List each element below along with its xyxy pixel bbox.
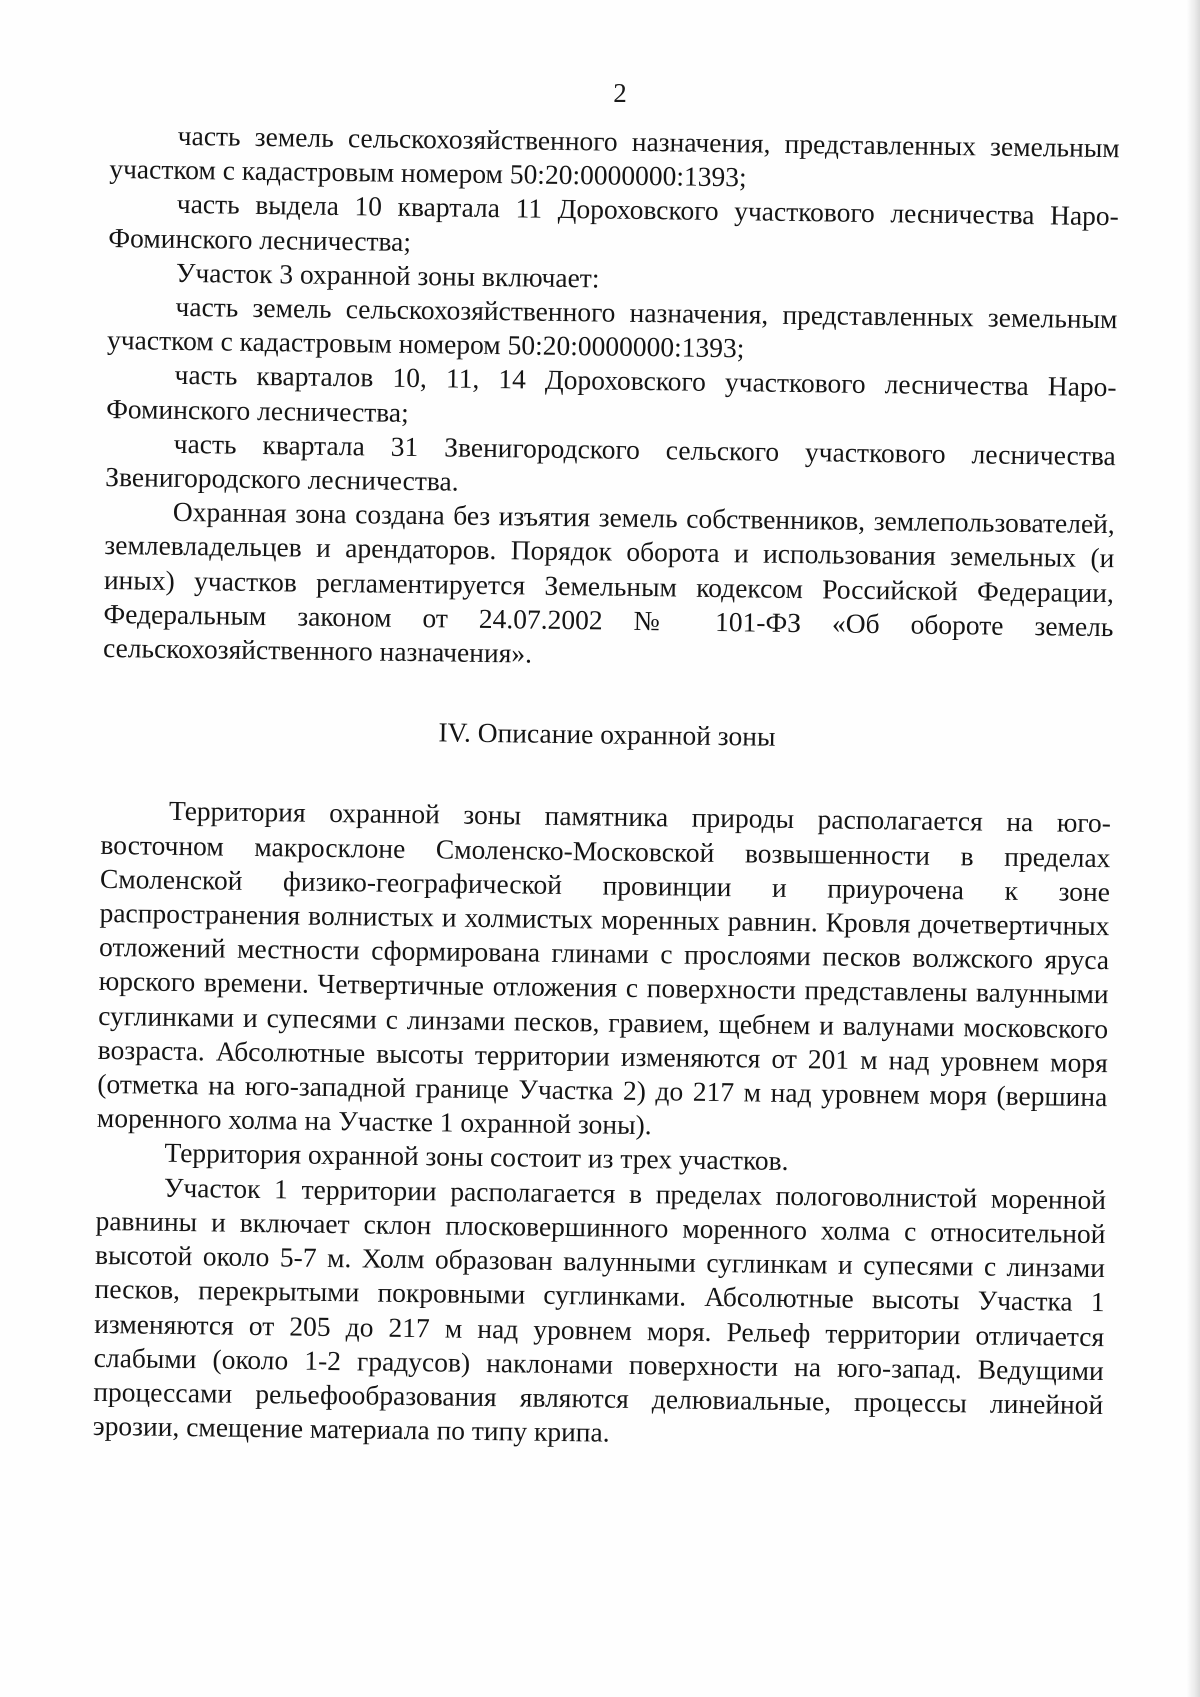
paragraph: Охранная зона создана без изъятия земель собственников, землепользователей, землевладельцев и арендаторов. Порядок оборота и использования земельных (и иных) участков регламентируется Земельным кодексом Российской Федерации, Федеральным законом от 24.07.2002 № 101-ФЗ «Об обороте земель сельскохозяйственного назначения». [102, 496, 1115, 669]
paragraph: часть кварталов 10, 11, 14 Дороховского участкового лесничества Наро-Фоминского лесничества; [105, 359, 1117, 428]
document-body [93, 118, 1120, 1456]
paragraph: часть квартала 31 Звенигородского сельского участкового лесничества Звенигородского лесничества. [105, 427, 1116, 497]
paragraph: часть выдела 10 квартала 11 Дороховского участкового лесничества Наро-Фоминского лесничества; [108, 188, 1120, 257]
paragraph: Участок 1 территории располагается в пределах пологоволнистой моренной равнины и включает склон плосковершинного моренного холма с относительной высотой около 5-7 м. Холм образован валунными суглинкам и супесями с линзами песков, перекрытыми покровными суглинками. Абсолютные высоты Участка 1 изменяются от 205 до 217 м над уровнем моря. Рельеф территории отличается слабыми (около 1-2 градусов) наклонами поверхности на юго-запад. Ведущими процессами рельефообразования являются делювиальные, процессы линейной эрозии, смещение материала по типу крипа. [92, 1171, 1107, 1448]
paragraph: Территория охранной зоны памятника природы располагается на юго-восточном макросклоне Смоленско-Московской возвышенности в пределах Смоленской физико-географической провинции и приурочена к зоне распространения волнистых и холмистых моренных равнин. Кровля дочетвертичных отложений местности сформирована глинами с прослоями песков волжского яруса юрского времени. Четвертичные отложения с поверхности представлены валунными суглинками и супесями с линзами песков, гравием, щебнем и валунами московского возраста. Абсолютные высоты территории изменяются от 201 м над уровнем моря (отметка на юго-западной границе Участка 2) до 217 м над уровнем моря (вершина моренного холма на Участке 1 охранной зоны). [96, 795, 1112, 1141]
paragraph: часть земель сельскохозяйственного назначения, представленных земельным участком с кадастровым номером 50:20:0000000:1393; [106, 290, 1118, 364]
paragraph: Участок 3 охранной зоны включает: [175, 256, 600, 294]
page-number: 2 [613, 78, 627, 108]
paragraph: часть земель сельскохозяйственного назначения, представленных земельным участком с кадастровым номером 50:20:0000000:1393; [109, 119, 1120, 193]
paragraph: Территория охранной зоны состоит из трех участков. [164, 1137, 789, 1177]
scan-edge-shadow [1186, 0, 1200, 1697]
section-heading: IV. Описание охранной зоны [438, 716, 776, 753]
